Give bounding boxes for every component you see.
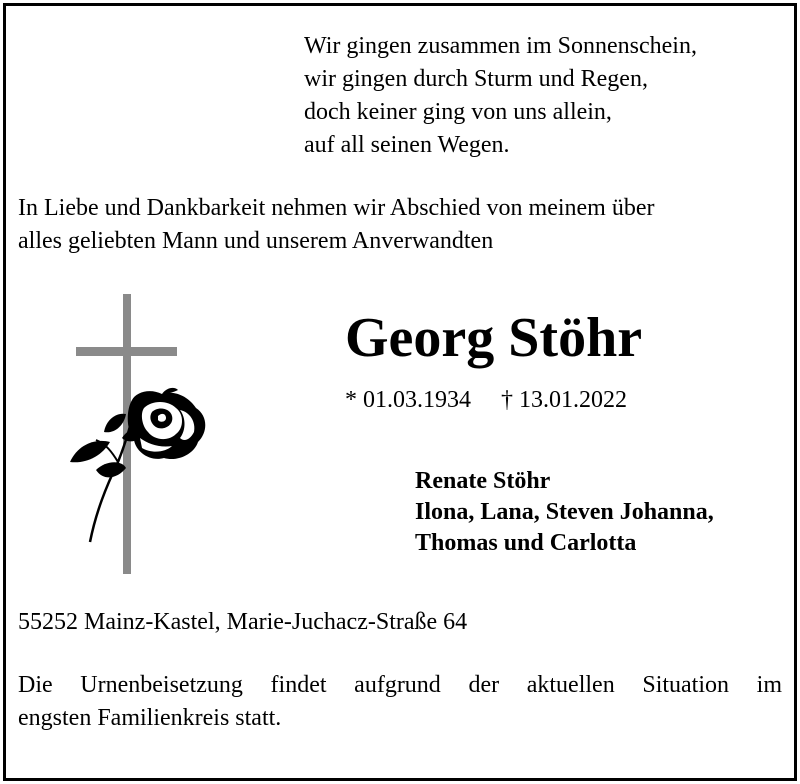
life-dates xyxy=(345,384,627,416)
farewell-text xyxy=(18,192,783,258)
poem xyxy=(304,30,697,162)
burial-line: Die Urnenbeisetzung findet aufgrund der aktuellen Situation im xyxy=(18,672,782,698)
poem-line: Wir gingen zusammen im Sonnenschein, xyxy=(304,33,697,59)
death-date: † 13.01.2022 xyxy=(501,387,627,413)
mourner-line: Renate Stöhr xyxy=(415,468,551,494)
farewell-line: In Liebe und Dankbarkeit nehmen wir Abschied von meinem über xyxy=(18,195,655,221)
burial-notice xyxy=(18,669,782,735)
burial-line: engsten Familienkreis statt. xyxy=(18,705,282,731)
mourners-list xyxy=(415,466,714,559)
poem-line: doch keiner ging von uns allein, xyxy=(304,99,612,125)
farewell-line: alles geliebten Mann und unserem Anverwandten xyxy=(18,228,494,254)
poem-line: wir gingen durch Sturm und Regen, xyxy=(304,66,648,92)
mourner-line: Thomas und Carlotta xyxy=(415,530,637,556)
rose-icon xyxy=(70,388,205,542)
poem-line: auf all seinen Wegen. xyxy=(304,132,510,158)
address: 55252 Mainz-Kastel, Marie-Juchacz-Straße 64 xyxy=(18,609,468,635)
cross-and-rose-emblem xyxy=(66,292,216,578)
birth-date: * 01.03.1934 xyxy=(345,387,471,413)
mourner-line: Ilona, Lana, Steven Johanna, xyxy=(415,499,714,525)
deceased-name: Georg Stöhr xyxy=(345,307,643,369)
